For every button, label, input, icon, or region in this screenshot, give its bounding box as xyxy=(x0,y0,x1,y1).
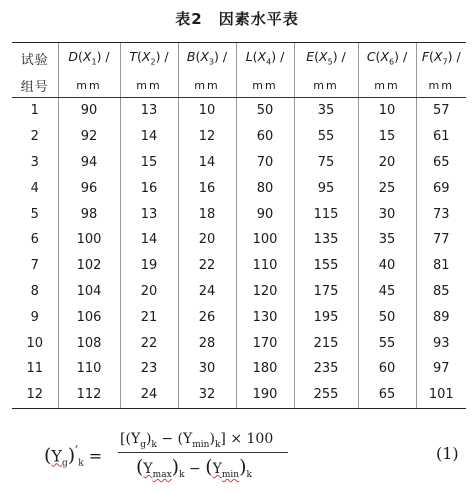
value-cell: 255 xyxy=(294,382,358,408)
value-cell: 10 xyxy=(358,98,416,124)
value-cell: 12 xyxy=(178,124,236,150)
formula-numerator: $[(Y_g)_k - (Y_{min})_k] \times 100$ xyxy=(120,431,274,450)
value-cell: 20 xyxy=(358,150,416,176)
equation-number: (1) xyxy=(436,444,459,463)
value-cell: 81 xyxy=(416,253,466,279)
value-cell: 60 xyxy=(236,124,294,150)
unit-cell: mm xyxy=(58,73,120,98)
value-cell: 25 xyxy=(358,175,416,201)
value-cell: 65 xyxy=(416,150,466,176)
value-cell: 112 xyxy=(58,382,120,408)
header-first-top: 试验 xyxy=(12,43,58,74)
value-cell: 108 xyxy=(58,330,120,356)
unit-cell: mm xyxy=(236,73,294,98)
value-cell: 110 xyxy=(58,356,120,382)
value-cell: 73 xyxy=(416,201,466,227)
column-header: $B(X_3)$ / xyxy=(178,43,236,74)
table-row xyxy=(12,175,466,201)
group-number-cell: 11 xyxy=(26,361,44,377)
value-cell: 50 xyxy=(358,304,416,330)
value-cell: 90 xyxy=(58,98,120,124)
unit-cell: mm xyxy=(120,73,178,98)
value-cell: 20 xyxy=(120,279,178,305)
fraction-bar xyxy=(118,452,288,453)
value-cell: 110 xyxy=(236,253,294,279)
unit-cell: mm xyxy=(416,73,466,98)
value-cell: 115 xyxy=(294,201,358,227)
header-row-names xyxy=(12,43,466,74)
column-header: $D(X_1)$ / xyxy=(58,43,120,74)
value-cell: 92 xyxy=(58,124,120,150)
value-cell: 40 xyxy=(358,253,416,279)
header-row-units xyxy=(12,73,466,98)
column-header: $C(X_6)$ / xyxy=(358,43,416,74)
formula-lhs: $(Y_g)'_k$ = xyxy=(44,444,103,469)
value-cell: 14 xyxy=(120,124,178,150)
group-number-cell: 1 xyxy=(30,103,39,119)
value-cell: 20 xyxy=(178,227,236,253)
value-cell: 102 xyxy=(58,253,120,279)
value-cell: 94 xyxy=(58,150,120,176)
group-number-cell: 5 xyxy=(30,206,39,222)
value-cell: 35 xyxy=(358,227,416,253)
value-cell: 120 xyxy=(236,279,294,305)
value-cell: 57 xyxy=(416,98,466,124)
value-cell: 16 xyxy=(178,175,236,201)
value-cell: 26 xyxy=(178,304,236,330)
value-cell: 104 xyxy=(58,279,120,305)
column-header: $F(X_7)$ / xyxy=(416,43,466,74)
value-cell: 28 xyxy=(178,330,236,356)
value-cell: 77 xyxy=(416,227,466,253)
value-cell: 190 xyxy=(236,382,294,408)
value-cell: 180 xyxy=(236,356,294,382)
value-cell: 106 xyxy=(58,304,120,330)
table-row xyxy=(12,150,466,176)
column-header: $T(X_2)$ / xyxy=(120,43,178,74)
value-cell: 75 xyxy=(294,150,358,176)
value-cell: 30 xyxy=(358,201,416,227)
factor-level-table xyxy=(12,42,466,409)
value-cell: 22 xyxy=(178,253,236,279)
group-number-cell: 6 xyxy=(30,232,39,248)
group-number-cell: 2 xyxy=(30,129,39,145)
value-cell: 97 xyxy=(416,356,466,382)
value-cell: 170 xyxy=(236,330,294,356)
value-cell: 19 xyxy=(120,253,178,279)
value-cell: 215 xyxy=(294,330,358,356)
value-cell: 175 xyxy=(294,279,358,305)
value-cell: 69 xyxy=(416,175,466,201)
value-cell: 90 xyxy=(236,201,294,227)
value-cell: 65 xyxy=(358,382,416,408)
group-number-cell: 9 xyxy=(30,309,39,325)
value-cell: 30 xyxy=(178,356,236,382)
value-cell: 14 xyxy=(120,227,178,253)
value-cell: 55 xyxy=(294,124,358,150)
group-number-cell: 7 xyxy=(30,258,39,274)
value-cell: 35 xyxy=(294,98,358,124)
value-cell: 130 xyxy=(236,304,294,330)
value-cell: 80 xyxy=(236,175,294,201)
value-cell: 98 xyxy=(58,201,120,227)
group-number-cell: 8 xyxy=(30,283,39,299)
value-cell: 70 xyxy=(236,150,294,176)
table-row xyxy=(12,279,466,305)
value-cell: 15 xyxy=(120,150,178,176)
value-cell: 89 xyxy=(416,304,466,330)
formula xyxy=(0,430,474,490)
header-first-bottom: 组号 xyxy=(12,73,58,98)
unit-cell: mm xyxy=(178,73,236,98)
value-cell: 32 xyxy=(178,382,236,408)
table-row xyxy=(12,124,466,150)
value-cell: 24 xyxy=(120,382,178,408)
table-row xyxy=(12,201,466,227)
value-cell: 93 xyxy=(416,330,466,356)
table-row xyxy=(12,253,466,279)
table-row xyxy=(12,227,466,253)
table-row xyxy=(12,330,466,356)
value-cell: 50 xyxy=(236,98,294,124)
group-number-cell: 3 xyxy=(30,154,39,170)
group-number-cell: 12 xyxy=(12,382,58,408)
table-title: 表2 因素水平表 xyxy=(175,10,299,28)
value-cell: 18 xyxy=(178,201,236,227)
value-cell: 23 xyxy=(120,356,178,382)
value-cell: 95 xyxy=(294,175,358,201)
value-cell: 10 xyxy=(178,98,236,124)
value-cell: 85 xyxy=(416,279,466,305)
value-cell: 100 xyxy=(58,227,120,253)
value-cell: 22 xyxy=(120,330,178,356)
value-cell: 55 xyxy=(358,330,416,356)
value-cell: 155 xyxy=(294,253,358,279)
unit-cell: mm xyxy=(294,73,358,98)
value-cell: 60 xyxy=(358,356,416,382)
value-cell: 135 xyxy=(294,227,358,253)
group-number-cell: 4 xyxy=(30,180,39,196)
value-cell: 13 xyxy=(120,98,178,124)
value-cell: 24 xyxy=(178,279,236,305)
table-row xyxy=(12,304,466,330)
unit-cell: mm xyxy=(358,73,416,98)
group-number-cell: 10 xyxy=(26,335,44,351)
column-header: $L(X_4)$ / xyxy=(236,43,294,74)
value-cell: 235 xyxy=(294,356,358,382)
column-header: $E(X_5)$ / xyxy=(294,43,358,74)
value-cell: 45 xyxy=(358,279,416,305)
value-cell: 16 xyxy=(120,175,178,201)
table-row xyxy=(12,98,466,124)
formula-denominator: $(Y_{max})_k - (Y_{min})_k$ xyxy=(136,456,252,480)
value-cell: 195 xyxy=(294,304,358,330)
table-body xyxy=(12,98,466,409)
value-cell: 96 xyxy=(58,175,120,201)
value-cell: 101 xyxy=(416,382,466,408)
value-cell: 21 xyxy=(120,304,178,330)
value-cell: 61 xyxy=(416,124,466,150)
value-cell: 14 xyxy=(178,150,236,176)
table-row xyxy=(12,356,466,382)
table-row xyxy=(12,382,466,408)
value-cell: 100 xyxy=(236,227,294,253)
value-cell: 13 xyxy=(120,201,178,227)
value-cell: 15 xyxy=(358,124,416,150)
